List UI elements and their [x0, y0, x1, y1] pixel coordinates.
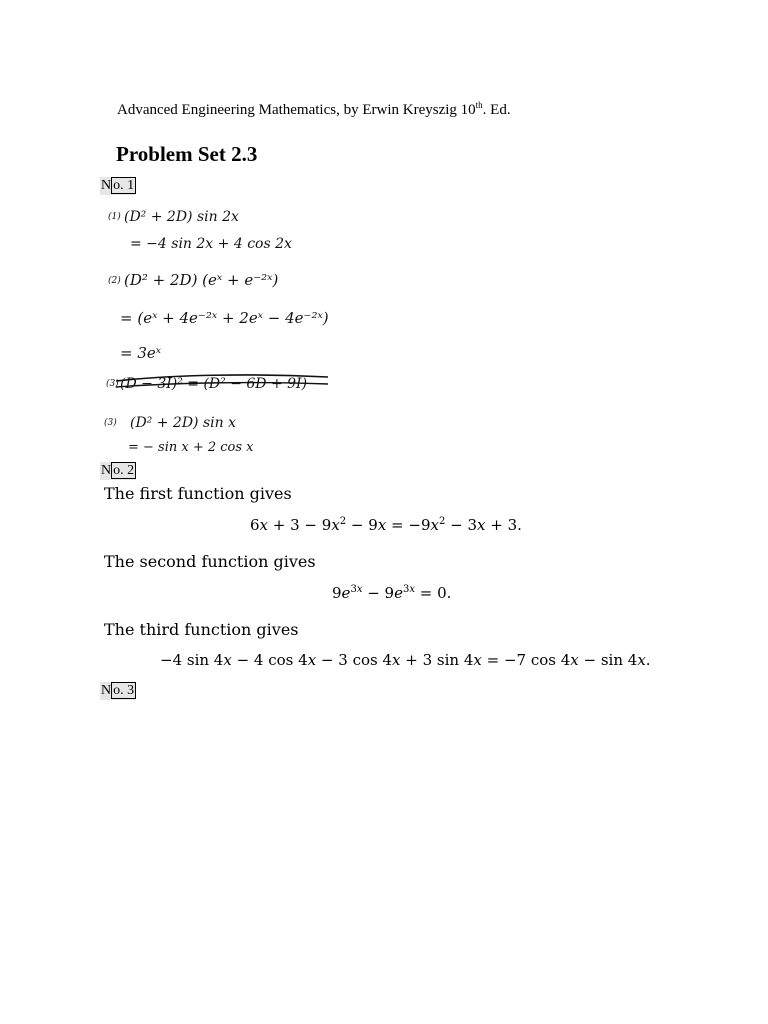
hw-line-1: (D² + 2D) sin 2x [124, 209, 239, 225]
hw-line-6: (D − 3I)² = (D² − 6D + 9I) [120, 376, 308, 392]
second-function-equation: $9e^{3x} - 9e^{3x} = 0$. [332, 584, 452, 602]
hw-line-3-number: (2) [108, 276, 121, 286]
first-function-equation: $6x + 3 - 9x^2 - 9x = -9x^2 - 3x + 3$. [250, 516, 522, 534]
hw-line-7-number: (3) [104, 418, 117, 428]
hw-line-3: (D² + 2D) (eˣ + e⁻²ˣ) [124, 271, 279, 289]
problem-label-2: N o. 2 [101, 463, 135, 478]
first-function-text: The first function gives [104, 484, 292, 503]
third-function-text: The third function gives [104, 620, 299, 639]
hw-line-1-number: (1) [108, 212, 121, 222]
document-header: Advanced Engineering Mathematics, by Erwin Kreyszig 10th. Ed. [117, 100, 511, 118]
hw-line-6-number: (3) [106, 379, 119, 389]
third-function-equation: −4 sin 4x − 4 cos 4x − 3 cos 4x + 3 sin 4x = −7 cos 4x − sin 4x. [160, 651, 651, 669]
page-title: Problem Set 2.3 [116, 142, 258, 166]
hw-line-5: = 3eˣ [120, 344, 162, 362]
hw-line-4: = (eˣ + 4e⁻²ˣ + 2eˣ − 4e⁻²ˣ) [120, 309, 329, 327]
problem-label-1: N o. 1 [101, 178, 135, 193]
second-function-text: The second function gives [104, 552, 316, 571]
hw-line-7: (D² + 2D) sin x [130, 415, 236, 431]
handwritten-solution-1 [100, 195, 340, 460]
hw-line-8: = − sin x + 2 cos x [128, 440, 254, 455]
struck-through-line [106, 375, 328, 392]
hw-line-2: = −4 sin 2x + 4 cos 2x [130, 236, 292, 252]
problem-label-3: N o. 3 [101, 683, 135, 698]
